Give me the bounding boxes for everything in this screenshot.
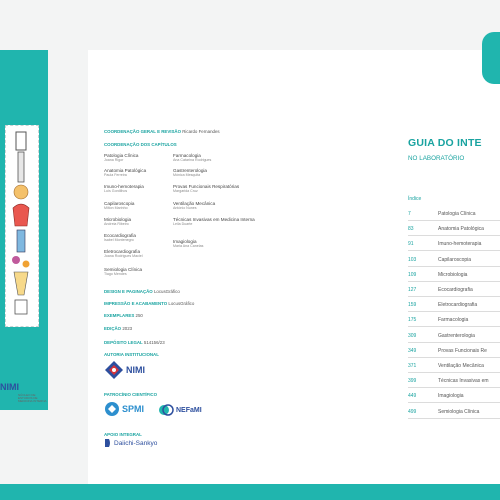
- chapter-entry: [104, 168, 146, 177]
- spmi-emblem-icon: [104, 401, 120, 417]
- index-page-number: 449: [408, 393, 417, 400]
- index-divider: [408, 281, 500, 282]
- nimi-logo: [104, 360, 145, 380]
- index-divider: [408, 250, 500, 251]
- top-right-tab: [482, 32, 500, 84]
- print-line: IMPRESSÃO E ACABAMENTO LocusGráfico: [104, 301, 195, 306]
- index-entry[interactable]: [408, 409, 500, 415]
- chapter-entry: [173, 239, 203, 248]
- chapter-title: Imagiologia: [173, 239, 197, 244]
- chapter-entry: [173, 153, 211, 162]
- cover-stamp-illustration: [5, 125, 39, 327]
- spine-nimi-logo: NIMI: [0, 382, 19, 392]
- chapter-entry: [104, 267, 142, 276]
- chapter-entry: [104, 217, 131, 226]
- chapter-title: Eletrocardiografia: [104, 249, 141, 254]
- index-entry[interactable]: [408, 241, 500, 247]
- daiichi-logo-text: Daiichi-Sankyo: [114, 439, 158, 447]
- chapter-coordinator: Tiago Mendes: [104, 272, 127, 276]
- index-divider: [408, 326, 500, 327]
- index-entry[interactable]: [408, 333, 500, 339]
- chapter-title: Ecocardiografia: [104, 233, 136, 238]
- chapter-coordinator: Joana Rigor: [104, 158, 124, 162]
- nimi-logo-text: NIMI: [126, 365, 145, 375]
- index-page-number: 399: [408, 378, 417, 385]
- chapter-title: Farmacologia: [173, 153, 201, 158]
- chapter-coordinator: António Nunes: [173, 206, 197, 210]
- spmi-logo-text: SPMI: [122, 404, 145, 414]
- index-page-number: 109: [408, 271, 417, 278]
- index-chapter-title: Anatomia Patológica: [438, 226, 484, 233]
- index-page-number: 103: [408, 256, 417, 263]
- index-entry[interactable]: [408, 378, 500, 384]
- authorship-heading: AUTORIA INSTITUCIONAL: [104, 352, 159, 357]
- index-divider: [408, 220, 500, 221]
- chapter-entry: [104, 249, 143, 258]
- edition-line: EDIÇÃO 2023: [104, 326, 133, 331]
- index-divider: [408, 235, 500, 236]
- chapter-coordinator: Luís Gordilhos: [104, 189, 128, 193]
- nimi-emblem-icon: [104, 360, 124, 380]
- index-entry[interactable]: [408, 272, 500, 278]
- chapter-entry: [104, 153, 138, 162]
- chapter-entry: [173, 217, 255, 226]
- chapter-coordinator: Joana Rodrigues Maciel: [104, 254, 143, 258]
- chapter-coordinator: Isabel Montenegro: [104, 238, 134, 242]
- index-entry[interactable]: [408, 393, 500, 399]
- index-chapter-title: Eletrocardiografia: [438, 302, 478, 309]
- index-page-number: 159: [408, 302, 417, 309]
- patronage-heading: PATROCÍNIO CIENTÍFICO: [104, 392, 158, 397]
- chapters-heading: COORDENAÇÃO DOS CAPÍTULOS: [104, 142, 177, 147]
- chapter-title: Imuno-hemoterapia: [104, 184, 144, 189]
- index-chapter-title: Provas Funcionais Re: [438, 347, 487, 354]
- chapter-coordinator: Margarida Cruz: [173, 189, 198, 193]
- index-chapter-title: Imuno-hemoterapia: [438, 241, 482, 248]
- index-divider: [408, 387, 500, 388]
- nefami-logo-text: NEFaMI: [176, 406, 202, 414]
- index-chapter-title: Técnicas Invasivas em: [438, 378, 489, 385]
- design-line: DESIGN E PAGINAÇÃO LocusGráfico: [104, 289, 180, 294]
- index-page-number: 91: [408, 241, 414, 248]
- chapter-entry: [104, 233, 136, 242]
- index-chapter-title: Ventilação Mecânica: [438, 363, 484, 369]
- chapter-title: Ventilação Mecânica: [173, 201, 216, 206]
- chapter-coordinator: Mónica Mesquita: [173, 173, 201, 177]
- index-entry[interactable]: [408, 317, 500, 323]
- index-chapter-title: Imagiologia: [438, 393, 464, 400]
- index-page-number: 309: [408, 332, 417, 339]
- chapter-entry: [173, 168, 207, 177]
- nefami-logo: [158, 402, 202, 418]
- index-divider: [408, 402, 500, 403]
- coordination-line: COORDENAÇÃO GERAL E REVISÃO Ricardo Fernandes: [104, 129, 220, 134]
- index-divider: [408, 296, 500, 297]
- support-heading: APOIO INTEGRAL: [104, 432, 142, 437]
- index-chapter-title: Microbiologia: [438, 271, 468, 278]
- lab-instruments-illustration: [9, 130, 33, 320]
- spine-nimi-subtitle: NÚCLEO DE ESTUDOS DE MEDICINA INTERNA: [18, 393, 47, 403]
- chapter-title: Gastrenterologia: [173, 168, 207, 173]
- chapter-title: Técnicas Invasivas em Medicina Interna: [173, 217, 255, 222]
- index-chapter-title: Patologia Clínica: [438, 211, 476, 217]
- chapter-entry: [173, 184, 239, 193]
- chapter-coordinator: Paula Ferreira: [104, 173, 127, 177]
- index-page-number: 371: [408, 363, 417, 369]
- daiichi-logo: [104, 438, 157, 448]
- index-page-number: 349: [408, 347, 417, 354]
- index-entry[interactable]: [408, 302, 500, 308]
- index-entry[interactable]: [408, 226, 500, 232]
- inner-page: [88, 50, 500, 484]
- guide-title: GUIA DO INTE: [408, 137, 482, 149]
- chapter-coordinator: Ana Catarina Rodrigues: [173, 158, 212, 162]
- index-heading: Índice: [408, 196, 422, 202]
- index-page-number: 127: [408, 287, 417, 293]
- chapter-coordinator: Milton Marinho: [104, 206, 128, 210]
- index-divider: [408, 266, 500, 267]
- chapter-title: Semiologia Clínica: [104, 267, 143, 272]
- nefami-emblem-icon: [158, 402, 174, 418]
- legal-deposit-line: DEPÓSITO LEGAL 514156/23: [104, 340, 165, 345]
- index-divider: [408, 418, 500, 419]
- index-page-number: 499: [408, 408, 417, 415]
- index-entry[interactable]: [408, 348, 500, 354]
- chapter-title: Anatomia Patológica: [104, 168, 147, 173]
- chapter-entry: [173, 201, 215, 210]
- index-divider: [408, 372, 500, 373]
- bottom-color-strip: [0, 484, 500, 500]
- index-chapter-title: Semiologia Clínica: [438, 408, 480, 415]
- spmi-logo: [104, 401, 144, 417]
- index-page-number: 175: [408, 317, 417, 324]
- copies-line: EXEMPLARES 250: [104, 313, 143, 318]
- index-chapter-title: Gastrenterologia: [438, 332, 475, 339]
- chapter-entry: [104, 201, 134, 210]
- index-chapter-title: Ecocardiografia: [438, 287, 473, 293]
- index-entry[interactable]: [408, 287, 500, 293]
- chapter-coordinator: Maria Ana Canelas: [173, 244, 204, 248]
- chapter-coordinator: Leila Duarte: [173, 222, 193, 226]
- index-divider: [408, 357, 500, 358]
- index-chapter-title: Farmacologia: [438, 317, 469, 324]
- chapter-title: Capilaroscopia: [104, 201, 135, 206]
- index-divider: [408, 342, 500, 343]
- chapter-entry: [104, 184, 144, 193]
- daiichi-emblem-icon: [104, 438, 112, 448]
- index-entry[interactable]: [408, 211, 500, 217]
- chapter-coordinator: Andreia Ribeiro: [104, 222, 129, 226]
- index-entry[interactable]: [408, 257, 500, 263]
- index-divider: [408, 311, 500, 312]
- chapter-title: Provas Funcionais Respiratórias: [173, 184, 240, 189]
- index-page-number: 83: [408, 226, 414, 233]
- chapter-title: Microbiologia: [104, 217, 132, 222]
- chapter-title: Patologia Clínica: [104, 153, 139, 158]
- index-chapter-title: Capilaroscopia: [438, 256, 472, 263]
- index-entry[interactable]: [408, 363, 500, 369]
- index-page-number: 7: [408, 211, 411, 217]
- guide-subtitle: NO LABORATÓRIO: [408, 155, 465, 162]
